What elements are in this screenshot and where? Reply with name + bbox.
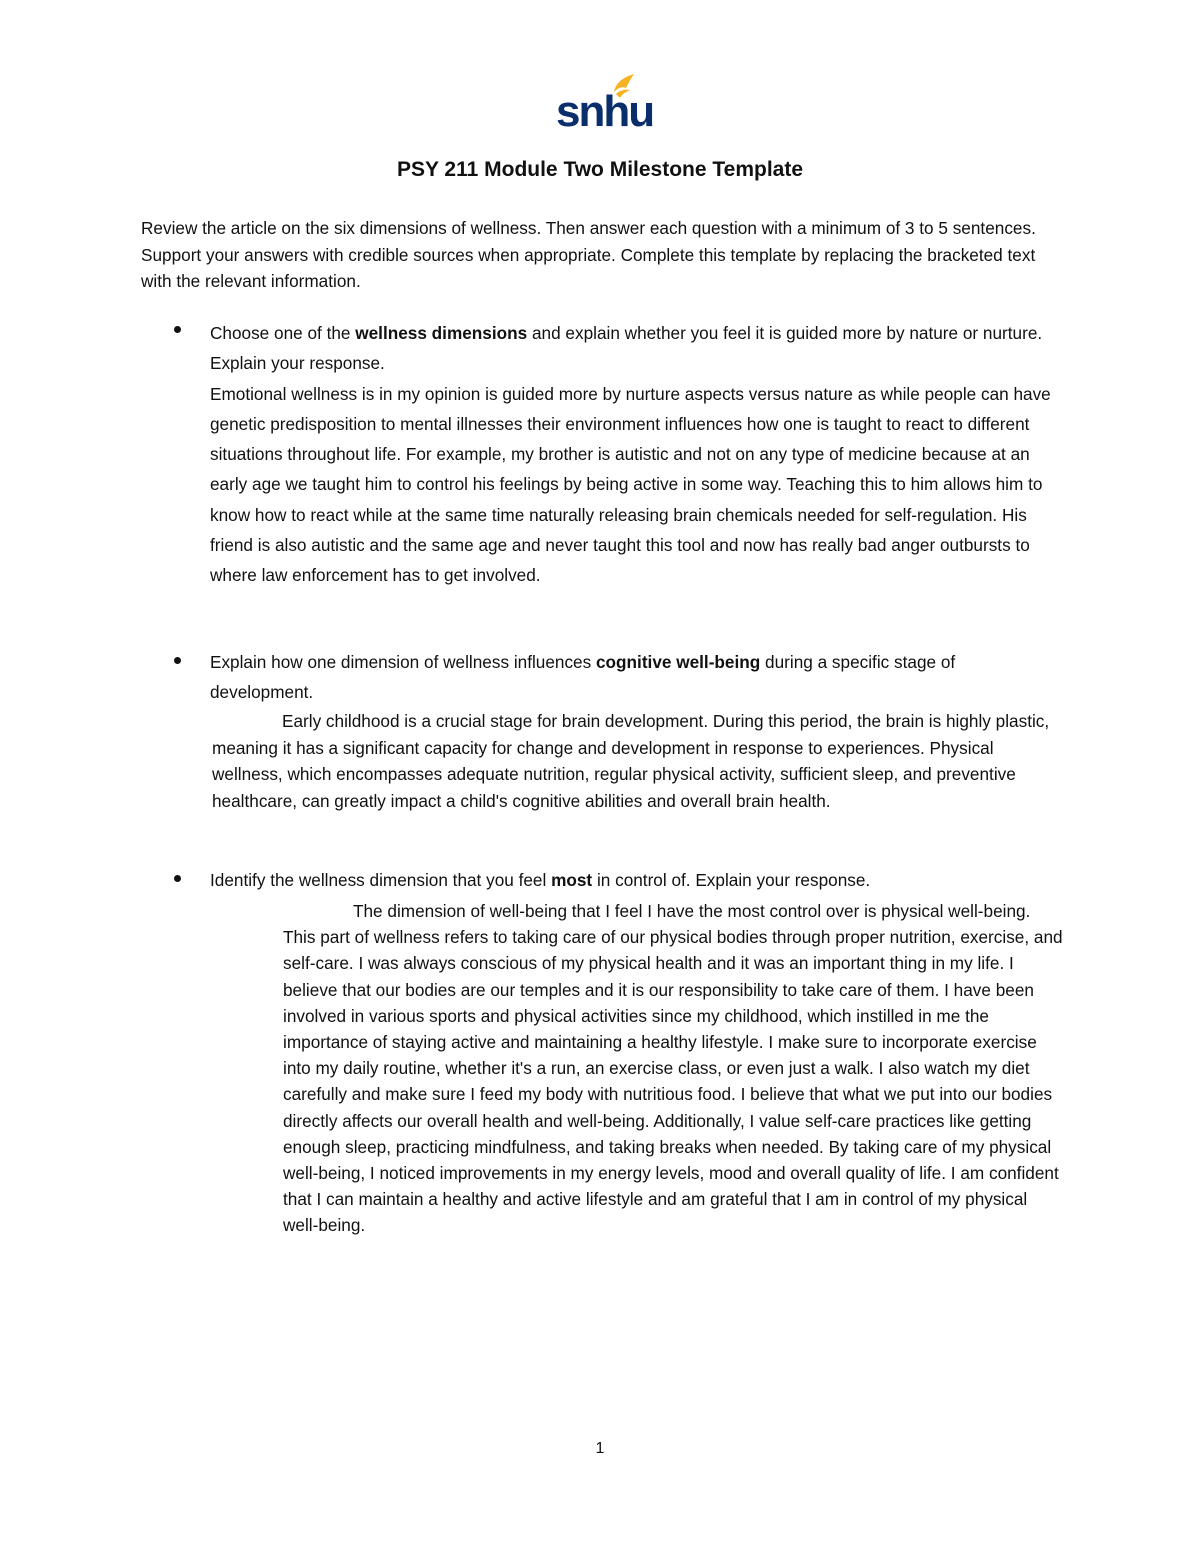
question-2-text-after: during a specific stage of development. (210, 652, 956, 702)
question-3 (210, 866, 1060, 894)
logo-wordmark: snhu (556, 87, 654, 136)
question-3-keyword: most (551, 870, 593, 890)
bullet-icon (172, 324, 184, 336)
question-2 (210, 647, 1060, 707)
question-1-text-before: Choose one of the (210, 323, 356, 343)
answer-2: Early childhood is a crucial stage for brain development. During this period, the brain is highly plastic, meaning it has a significant capacity for change and development in response to experiences. Physical wellness, which encompasses adequate nutrition, regular physical activity, sufficient sleep, and preventive healthcare, can greatly impact a child's cognitive abilities and overall brain health. (212, 711, 1050, 811)
question-1-text-after: and explain whether you feel it is guided more by nature or nurture. Explain your response. (210, 323, 1043, 374)
question-3-text-before: Identify the wellness dimension that you feel (210, 870, 552, 890)
page-number: 1 (595, 1440, 605, 1457)
question-1 (210, 318, 1060, 591)
snhu-logo (556, 72, 654, 136)
bullet-icon (172, 655, 184, 667)
question-2-keyword: cognitive well-being (596, 652, 761, 672)
page-title: PSY 211 Module Two Milestone Template (396, 158, 804, 181)
bullet-icon (172, 873, 184, 885)
question-1-keyword: wellness dimensions (355, 323, 528, 343)
intro-paragraph: Review the article on the six dimensions of wellness. Then answer each question with a minimum of 3 to 5 sentences. Support your answers with credible sources when appropriate. Complete this template by replacing the bracketed text with the relevant information. (141, 218, 1036, 291)
question-3-text-after: in control of. Explain your response. (592, 870, 871, 890)
question-2-text-before: Explain how one dimension of wellness influences (210, 652, 596, 672)
answer-1: Emotional wellness is in my opinion is guided more by nurture aspects versus nature as while people can have genetic predisposition to mental illnesses their environment influences how one is taught to react to different situations throughout life. For example, my brother is autistic and not on any type of medicine because at an early age we taught him to control his feelings by being active in some way. Teaching this to him allows him to know how to react while at the same time naturally releasing brain chemicals needed for self-regulation. His friend is also autistic and the same age and never taught this tool and now has really bad anger outbursts to where law enforcement has to get involved. (210, 383, 1051, 586)
answer-3: The dimension of well-being that I feel I have the most control over is physical well-being. This part of wellness refers to taking care of our physical bodies through proper nutrition, exercise, and self-care. I was always conscious of my physical health and it was an important thing in my life. I believe that our bodies are our temples and it is our responsibility to take care of them. I have been involved in various sports and physical activities since my childhood, which instilled in me the importance of staying active and maintaining a healthy lifestyle. I make sure to incorporate exercise into my daily routine, whether it's a run, an exercise class, or even just a walk. I also watch my diet carefully and make sure I feed my body with nutritious food. I believe that what we put into our bodies directly affects our overall health and well-being. Additionally, I value self-care practices like getting enough sleep, practicing mindfulness, and taking breaks when needed. By taking care of my physical well-being, I noticed improvements in my energy levels, mood and overall quality of life. I am confident that I can maintain a healthy and active lifestyle and am grateful that I am in control of my physical well-being. (283, 901, 1063, 1236)
